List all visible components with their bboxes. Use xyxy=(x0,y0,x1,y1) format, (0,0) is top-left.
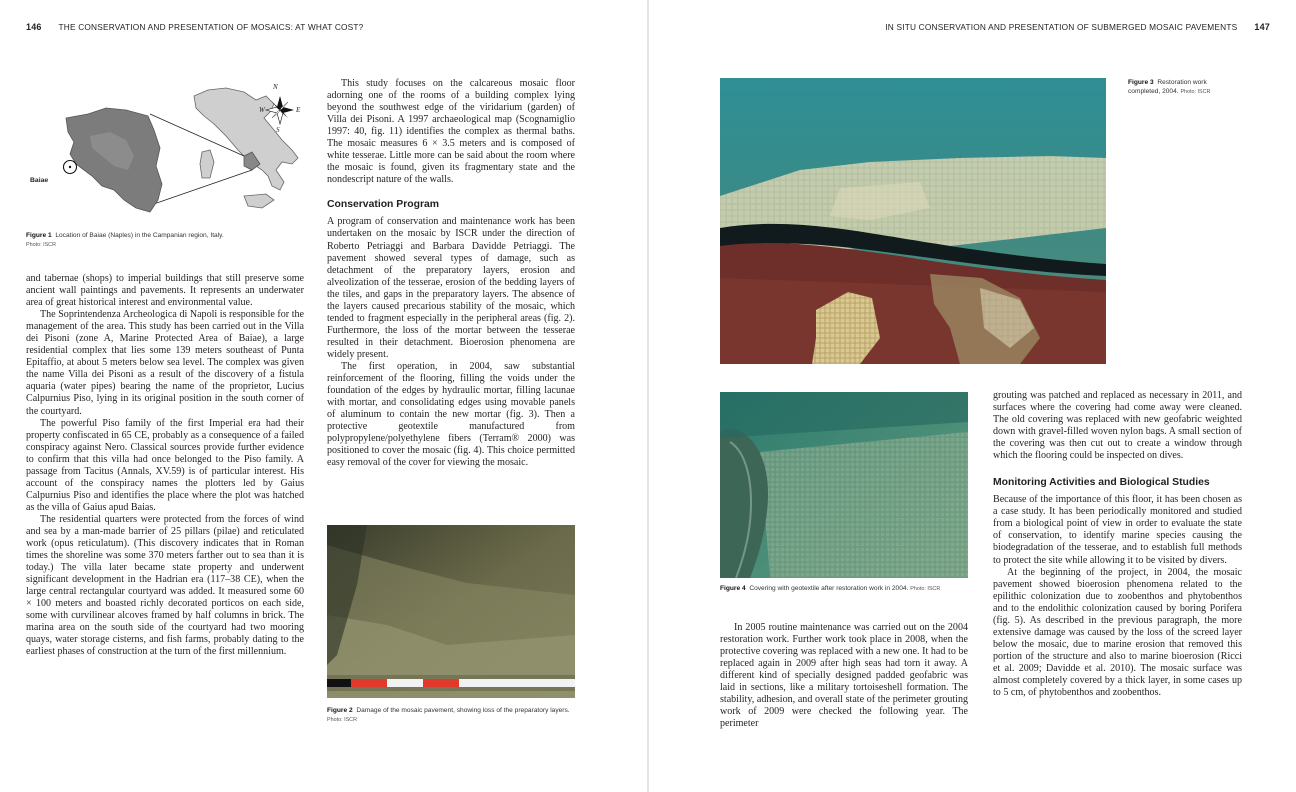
left-running-head-title: THE CONSERVATION AND PRESENTATION OF MOSAICS: AT WHAT COST? xyxy=(58,22,364,32)
compass-n: N xyxy=(273,83,278,91)
figure3-photo xyxy=(720,78,1106,364)
figure3-credit: Photo: ISCR xyxy=(1180,89,1211,95)
figure1-caption-text: Location of Baiae (Naples) in the Campanian region, Italy. xyxy=(55,232,224,239)
figure1-credit: Photo: ISCR xyxy=(26,242,56,248)
left-page-number: 146 xyxy=(26,22,42,32)
paragraph: The powerful Piso family of the first Imperial era had their property confiscated in 65 CE, probably as a consequence of a failed conspiracy against Nero. Classical sources provide further evidence to confirm that this villa had once belonged to the Piso family. A passage from Tacitus (Annals, XV.59) is of particular interest. His account of the conspiracy names the plotters led by Gaius Calpurnius Piso and identifies the place where the plot was hatched as the villa of Gaius apud Baias. xyxy=(26,417,304,513)
figure2-credit: Photo: ISCR xyxy=(327,717,357,723)
figure3-caption xyxy=(1128,78,1228,97)
right-column-1 xyxy=(720,622,968,730)
figure1-label: Figure 1 xyxy=(26,232,52,239)
figure1-map xyxy=(30,78,308,226)
figure1-caption xyxy=(26,231,304,250)
section-heading-monitoring: Monitoring Activities and Biological Studies xyxy=(993,477,1210,489)
figure4-label: Figure 4 xyxy=(720,585,746,592)
paragraph: Because of the importance of this floor, it has been chosen as a case study. It has been periodically monitored and studied from a biological point of view in order to evaluate the state of conservation, to identify marine species causing the biodegradation of the tesserae, and to establish full methods to protect the site while allowing it to be visited by divers. xyxy=(993,494,1242,566)
figure4-caption xyxy=(720,584,980,594)
figure4-photo xyxy=(720,392,968,578)
figure4-credit: Photo: ISCR xyxy=(910,586,941,592)
figure2-caption xyxy=(327,706,577,725)
paragraph: The residential quarters were protected from the forces of wind and sea by a man-made barrier of 25 pillars (pilae) and reticulated work (opus reticulatum). (This discovery indicates that in Roman times the shoreline was some 370 meters farther out to sea than it is today.) The villa later became state property and underwent significant development in the Hadrian era (117–38 CE), when the large central rectangular courtyard was added. It measured some 60 × 100 meters and boasted richly decorated porticos on each side, some with curvilinear alcoves framed by half columns in brick. The marina area on the south side of the courtyard had two mooring quays, water storage cisterns, and fish farms, probably dating to the earliest phases of construction at the turn of the first millennium. xyxy=(26,513,304,658)
paragraph: At the beginning of the project, in 2004, the mosaic pavement showed bioerosion phenomena related to the epilithic colonization due to zoobenthos and phytobenthos and to the endolithic colonization caused by boring Porifera (fig. 5). As described in the previous paragraph, the more extensive damage was caused by the loss of the screed layer below the mosaic, due to marine erosion that removed this portion of the structure and also to marine bioerosion (Ricci et al. 2009; Davidde et al. 2010). The mosaic surface was almost completely covered by a thick layer, in some cases up to 5 cm, of phytobenthos and zoobenthos. xyxy=(993,566,1242,699)
right-column-2 xyxy=(993,390,1242,699)
paragraph: A program of conservation and maintenance work has been undertaken on the mosaic by ISCR under the direction of Roberto Petriaggi and Barbara Davidde Petriaggi. The pavement showed several types of damage, such as detachment of the preparatory layers, erosion and alveolization of the tesserae, erosion of the bedding layers of the tiles, and gaps in the preparatory layers. The absence of the layers caused precarious stability of the mosaic, which tended to fragment especially in the peripheral areas (fig. 2). Furthermore, the loss of the mortar between the tesserae resulted in their detachment. Bioerosion phenomena are widely present. xyxy=(327,216,575,360)
compass-s: S xyxy=(276,126,280,134)
compass-w: W xyxy=(259,106,265,114)
paragraph: The Soprintendenza Archeologica di Napoli is responsible for the management of the area. This study has been carried out in the Villa dei Pisoni (zone A, Marine Protected Area of Baiae), a large residential complex that lies some 139 meters southeast of Punta Epitaffio, at about 5 meters below sea level. The complex was given the name Villa dei Pisoni as a result of the discovery of a fistula aquaria (water pipes) bearing the name of the proprietor, Lucius Calpurnius Piso, lying in its original position in the south corner of the courtyard. xyxy=(26,309,304,417)
section-heading-conservation: Conservation Program xyxy=(327,199,440,211)
left-column-1 xyxy=(26,273,304,659)
figure2-photo xyxy=(327,525,575,698)
left-page xyxy=(0,0,647,792)
paragraph: This study focuses on the calcareous mosaic floor adorning one of the rooms of a building complex lying beyond the southwest edge of the viridarium (garden) of Villa dei Pisoni. A 1997 archaeological map (Scognamiglio 1997: 40, fig. 11) identifies the complex as thermal baths. The mosaic measures 6 × 3.5 meters and is composed of white tesserae. Little more can be said about the room where the mosaic is found, given its fragmentary state and the nondescript nature of the walls. xyxy=(327,78,575,186)
paragraph: In 2005 routine maintenance was carried out on the 2004 restoration work. Further work took place in 2008, when the protective covering was replaced with a new one. It had to be replaced again in 2009 after high seas had torn it away. A different kind of specially designed padded geofabric was laid in sections, like a military tortoiseshell formation. The stability, adhesion, and overall state of the perimeter grouting work of 2009 were checked the following year. The perimeter xyxy=(720,622,968,730)
right-running-head-title: IN SITU CONSERVATION AND PRESENTATION OF SUBMERGED MOSAIC PAVEMENTS xyxy=(885,22,1238,32)
right-page xyxy=(649,0,1296,792)
right-page-number: 147 xyxy=(1254,22,1270,32)
paragraph: and tabernae (shops) to imperial buildings that still preserve some ancient wall paintings and pavements. It represents an underwater area of great historical interest and environmental value. xyxy=(26,273,304,309)
compass-e: E xyxy=(296,106,301,114)
paragraph: The first operation, in 2004, saw substantial reinforcement of the flooring, filling the voids under the foundation of the edges by hydraulic mortar, filling lacunae with mortar, and consolidating edges using movable panels of aluminum to contain the new mortar (fig. 3). Then a protective geotextile manufactured from polypropylene/polyethylene fibers (Terram® 2000) was positioned to cover the mosaic (fig. 4). This choice permitted easy removal of the cover for viewing the mosaic. xyxy=(327,360,575,469)
left-column-2 xyxy=(327,78,575,469)
figure3-caption-text: Restoration work completed, 2004. xyxy=(1128,79,1207,95)
figure3-label: Figure 3 xyxy=(1128,79,1154,86)
figure2-label: Figure 2 xyxy=(327,707,353,714)
paragraph: grouting was patched and replaced as necessary in 2011, and surfaces where the covering had come away were cleaned. The old covering was replaced with new geofabric weighted down with gravel-filled woven nylon bags. A small section of the covering was then cut out to create a window through which the flooring could be inspected on dives. xyxy=(993,390,1242,462)
right-running-head xyxy=(885,22,1270,32)
baiae-map-label: Baiae xyxy=(30,177,49,184)
figure4-caption-text: Covering with geotextile after restoration work in 2004. xyxy=(749,585,909,592)
figure2-caption-text: Damage of the mosaic pavement, showing loss of the preparatory layers. xyxy=(356,707,570,714)
left-running-head xyxy=(26,22,364,32)
